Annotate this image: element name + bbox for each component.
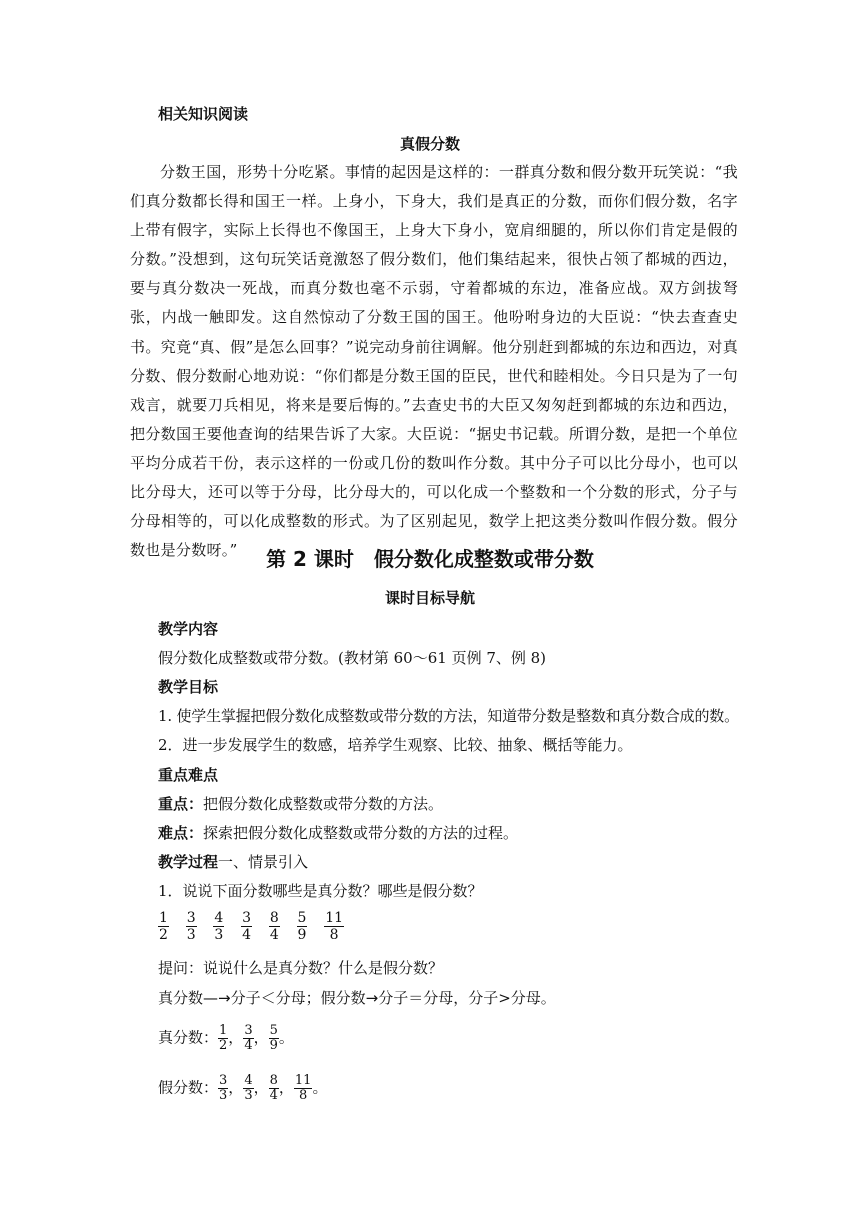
question-1: 1．说说下面分数哪些是真分数？哪些是假分数？ [158,882,483,900]
difficult-text: 探索把假分数化成整数或带分数的方法的过程。 [203,824,519,842]
goals-label: 教学目标 [158,678,219,696]
fraction-3: $\frac{4}{3}$ [214,910,224,943]
improper-fraction-3: $\frac{8}{4}$ [269,1073,278,1103]
fraction-2: $\frac{3}{3}$ [186,910,196,943]
key-label: 重点难点 [158,766,219,784]
fraction-4: $\frac{3}{4}$ [242,910,252,943]
arrow-icon: → [365,989,379,1007]
arrow-icon: —→ [203,989,231,1007]
reading-title: 真假分数 [399,135,460,153]
process-label: 教学过程 [158,853,219,871]
proper-fraction-1: $\frac{1}{2}$ [219,1023,228,1053]
key-point [158,794,443,814]
reading-paragraph: 分数王国，形势十分吃紧。事情的起因是这样的：一群真分数和假分数开玩笑说：“我们真分数都长得和国王一样。上身小，下身大，我们是真正的分数，而你们假分数，名字上带有假字，实际上长得也不像国王，上身大下身小，宽肩细腿的，所以你们肯定是假的分数。”没想到，这句玩笑话竟激怒了假分数们，他们集结起来，很快占领了都城的西边，要与真分数决一死战，而真分数也毫不示弱，守着都城的东边，准备应战。双方剑拔弩张，内战一触即发。这自然惊动了分数王国的国王。他吩咐身边的大臣说：“快去查查史书。究竟“真、假”是怎么回事？”说完动身前往调解。他分别赶到都城的东边和西边，对真分数、假分数耐心地劝说：“你们都是分数王国的臣民，世代和睦相处。今日只是为了一句戏言，就要刀兵相见，将来是要后悔的。”去查史书的大臣又匆匆赶到都城的东边和西边，把分数国王要他查询的结果告诉了大家。大臣说：“据史书记载。所谓分数，是把一个单位平均分成若干份，表示这样的一份或几份的数叫作分数。其中分子可以比分母小，也可以比分母大，还可以等于分母，比分母大的，可以化成一个整数和一个分数的形式，分子与分母相等的，可以化成整数的形式。为了区别起见，数学上把这类分数叫作假分数。假分数也是分数呀。” [130,163,738,560]
content-text: 假分数化成整数或带分数。(教材第 60～61 页例 7、例 8) [158,649,547,667]
fraction-list [158,910,356,943]
improper-fraction-4: $\frac{11}{8}$ [294,1073,312,1103]
fraction-1: $\frac{1}{2}$ [159,910,168,943]
rule-line: 真分数—→分子＜分母；假分数→分子＝分母，分子>分母。 [158,989,556,1007]
lesson-title: 第 2 课时 假分数化成整数或带分数 [266,547,594,571]
goal-2: 2．进一步发展学生的数感，培养学生观察、比较、抽象、概括等能力。 [158,736,633,754]
question-2: 提问：说说什么是真分数？什么是假分数？ [158,959,444,977]
improper-label: 假分数： [158,1078,219,1097]
key-point-text: 把假分数化成整数或带分数的方法。 [203,795,444,813]
proper-fractions-line: 真分数： $\frac{1}{2}$ ， $\frac{3}{4}$ ， $\frac{5}{9}$ 。 [158,1023,294,1053]
fraction-6: $\frac{5}{9}$ [297,910,307,943]
proper-label: 真分数： [158,1028,219,1047]
fraction-7: $\frac{11}{8}$ [325,910,344,943]
improper-fraction-2: $\frac{4}{3}$ [244,1073,253,1103]
process-step: 一、情景引入 [218,853,309,871]
proper-fraction-3: $\frac{5}{9}$ [269,1023,278,1053]
reading-label: 相关知识阅读 [158,105,249,123]
fraction-5: $\frac{8}{4}$ [269,910,279,943]
difficult-label: 难点： [158,824,204,842]
improper-fractions-line: 假分数： $\frac{3}{3}$ ， $\frac{4}{3}$ ， $\frac{8}{4}$ ， $\frac{11}{8}$ 。 [158,1073,328,1103]
goal-1: 1. 使学生掌握把假分数化成整数或带分数的方法，知道带分数是整数和真分数合成的数。 [158,707,739,725]
key-point-label: 重点： [158,795,204,813]
proper-fraction-2: $\frac{3}{4}$ [244,1023,253,1053]
difficult-point [158,823,518,843]
process-line [158,852,308,872]
nav-title: 课时目标导航 [384,589,475,607]
content-label: 教学内容 [158,620,219,638]
improper-fraction-1: $\frac{3}{3}$ [219,1073,228,1103]
